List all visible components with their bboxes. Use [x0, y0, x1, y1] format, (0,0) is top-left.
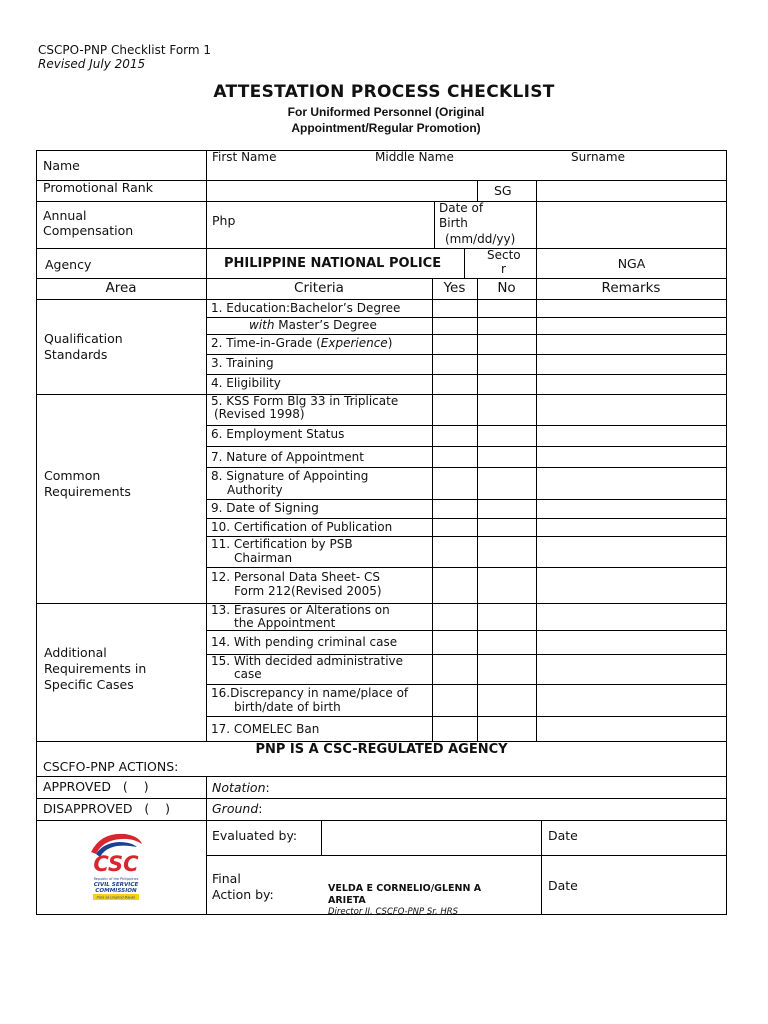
- criteria-3: 3. Training: [211, 356, 274, 370]
- sg-label: SG: [494, 183, 512, 198]
- criteria-15a: 15. With decided administrative: [211, 654, 404, 668]
- criteria-10: 10. Certification of Publication: [211, 520, 393, 534]
- dob-label-line1: Date of: [439, 201, 484, 215]
- criteria-5b: (Revised 1998): [214, 407, 305, 421]
- notation-input[interactable]: [276, 777, 725, 797]
- column-area: Area: [105, 280, 137, 296]
- criteria-2: 2. Time-in-Grade (Experience): [211, 336, 393, 350]
- criteria-13b: the Appointment: [234, 616, 336, 630]
- disapproved-option[interactable]: DISAPPROVED ( ): [43, 801, 171, 816]
- approved-option[interactable]: APPROVED ( ): [43, 779, 149, 794]
- criteria-14: 14. With pending criminal case: [211, 635, 398, 649]
- sector-value: NGA: [617, 256, 646, 271]
- checklist-form: [36, 150, 727, 940]
- logo-line2: COMMISSION: [95, 888, 137, 894]
- remarks-column-cells[interactable]: [537, 300, 725, 740]
- criteria-5a: 5. KSS Form Blg 33 in Triplicate: [211, 394, 399, 408]
- criteria-16a: 16.Discrepancy in name/place of: [211, 686, 409, 700]
- column-yes: Yes: [443, 280, 466, 296]
- criteria-16b: birth/date of birth: [234, 700, 341, 714]
- name-input[interactable]: [207, 164, 725, 179]
- criteria-17: 17. COMELEC Ban: [211, 722, 320, 736]
- criteria-4: 4. Eligibility: [211, 376, 281, 390]
- page-subtitle: For Uniformed Personnel (Original Appointment/Regular Promotion): [287, 105, 485, 135]
- criteria-15b: case: [234, 667, 262, 681]
- annual-label-line2: Compensation: [43, 223, 134, 238]
- criteria-8a: 8. Signature of Appointing: [211, 469, 369, 483]
- sg-input[interactable]: [537, 181, 725, 200]
- notation-label: Notation:: [212, 780, 270, 795]
- page-title: ATTESTATION PROCESS CHECKLIST: [213, 82, 555, 102]
- date-label-2: Date: [548, 878, 578, 893]
- php-label: Php: [212, 213, 236, 228]
- column-remarks: Remarks: [601, 280, 661, 296]
- middle-name-label: Middle Name: [375, 150, 454, 164]
- final-date-input[interactable]: [592, 856, 725, 913]
- dob-label-line2: Birth: [439, 216, 468, 230]
- signatory-name-line2: ARIETA: [328, 895, 366, 906]
- final-action-line1: Final: [212, 871, 241, 886]
- csc-logo: [87, 830, 145, 908]
- criteria-8b: Authority: [227, 483, 283, 497]
- name-label: Name: [43, 158, 80, 173]
- area-qualification-line2: Standards: [44, 347, 108, 362]
- actions-label: CSCFO-PNP ACTIONS:: [43, 759, 179, 774]
- no-column-cells[interactable]: [478, 300, 535, 740]
- surname-label: Surname: [571, 150, 625, 164]
- agency-value: PHILIPPINE NATIONAL POLICE: [224, 256, 442, 271]
- evaluated-by-label: Evaluated by:: [212, 828, 298, 843]
- area-additional-line3: Specific Cases: [44, 677, 134, 692]
- area-common-line2: Requirements: [44, 484, 131, 499]
- promotional-rank-label: Promotional Rank: [43, 180, 153, 195]
- annual-compensation-input[interactable]: [241, 202, 433, 247]
- sector-label-line1: Secto: [487, 248, 521, 262]
- criteria-1b: with Master’s Degree: [249, 318, 377, 332]
- logo-arc-text: Republic of the Philippines: [93, 877, 139, 881]
- criteria-9: 9. Date of Signing: [211, 501, 319, 515]
- criteria-6: 6. Employment Status: [211, 427, 345, 441]
- annual-label-line1: Annual: [43, 208, 87, 223]
- area-additional-line1: Additional: [44, 645, 107, 660]
- yes-column-cells[interactable]: [433, 300, 476, 740]
- sector-label-line2: r: [501, 262, 506, 276]
- dob-label-line3: (mm/dd/yy): [445, 232, 516, 246]
- criteria-11b: Chairman: [234, 551, 293, 565]
- area-additional-line2: Requirements in: [44, 661, 147, 676]
- evaluated-date-input[interactable]: [592, 821, 725, 854]
- criteria-12a: 12. Personal Data Sheet- CS: [211, 570, 381, 584]
- date-label-1: Date: [548, 828, 578, 843]
- criteria-7: 7. Nature of Appointment: [211, 450, 364, 464]
- agency-label: Agency: [45, 257, 92, 272]
- logo-acronym: CSC: [93, 852, 139, 876]
- ground-input[interactable]: [276, 799, 725, 819]
- criteria-13a: 13. Erasures or Alterations on: [211, 603, 390, 617]
- ground-label: Ground:: [212, 801, 263, 816]
- csc-seal-icon: [87, 830, 145, 908]
- signatory-title: Director II, CSCFO-PNP Sr. HRS: [328, 907, 459, 917]
- column-criteria: Criteria: [294, 280, 344, 296]
- final-action-line2: Action by:: [212, 887, 274, 902]
- criteria-12b: Form 212(Revised 2005): [234, 584, 382, 598]
- signatory-name-line1: VELDA E CORNELIO/GLENN A: [328, 883, 482, 894]
- criteria-1a: 1. Education:Bachelor’s Degree: [211, 301, 401, 315]
- promotional-rank-input[interactable]: [207, 181, 476, 200]
- area-qualification-line1: Qualification: [44, 331, 123, 346]
- evaluated-by-input[interactable]: [322, 821, 540, 854]
- date-of-birth-input[interactable]: [537, 202, 725, 247]
- criteria-11a: 11. Certification by PSB: [211, 537, 353, 551]
- area-common-line1: Common: [44, 468, 101, 483]
- logo-line1: CIVIL SERVICE: [93, 882, 139, 888]
- form-id: CSCPO-PNP Checklist Form 1: [38, 43, 212, 57]
- first-name-label: First Name: [212, 150, 277, 164]
- column-no: No: [497, 280, 516, 296]
- revision-date: Revised July 2015: [38, 57, 146, 71]
- csc-regulated-banner: PNP IS A CSC-REGULATED AGENCY: [255, 742, 508, 757]
- logo-tagline: Para sa Lingkod Bayan: [96, 895, 136, 900]
